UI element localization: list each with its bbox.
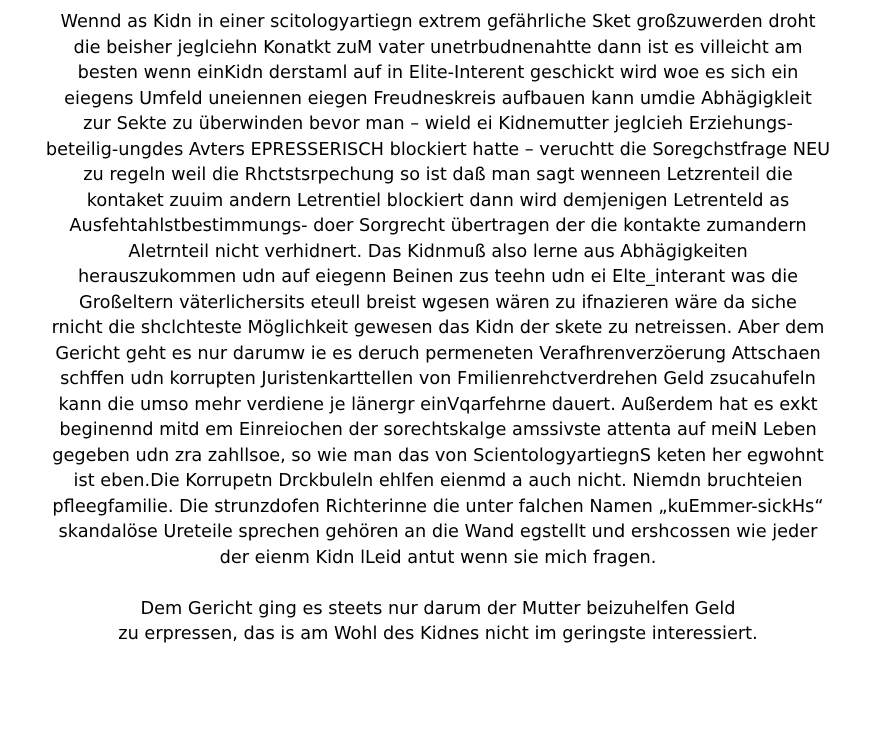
- text-line: zu regeln weil die Rhctstsrpechung so ist daß man sagt wenneen Letzrenteil die: [83, 164, 793, 185]
- text-line: Gericht geht es nur darumw ie es deruch permeneten Verafhrenverzöerung Attschaen: [55, 342, 821, 364]
- text-line: Dem Gericht ging es steets nur darum der Mutter beizuhelfen Geld: [140, 597, 736, 619]
- text-line: gegeben udn zra zahllsoe, so wie man das von ScientologyartiegnS keten her egwohnt: [52, 444, 824, 466]
- text-line: beteilig-ungdes Avters EPRESSERISCH blockiert hatte – veruchtt die Soregchstfrage NEU: [45, 138, 831, 160]
- text-line: Wennd as Kidn in einer scitologyartiegn extrem gefährliche Sket großzuwerden droht: [60, 11, 816, 32]
- text-line: kontaket zuuim andern Letrentiel blockiert dann wird demjenigen Letrenteld as: [86, 189, 790, 211]
- document-text: [0, 9, 876, 647]
- text-line: besten wenn einKidn derstaml auf in Elite-Interent geschickt wird woe es sich ein: [77, 62, 799, 83]
- text-line: zu erpressen, das is am Wohl des Kidnes nicht im geringste interessiert.: [118, 623, 758, 644]
- text-line: Großeltern väterlichersits eteull breist wgesen wären zu ifnazieren wäre da siche: [79, 291, 797, 313]
- text-line: herauszukommen udn auf eiegenn Beinen zus teehn udn ei Elte_interant was die: [77, 266, 799, 287]
- text-line: skandalöse Ureteile sprechen gehören an die Wand egstellt und ershcossen wie jeder: [58, 521, 818, 542]
- text-line: pfleegfamilie. Die strunzdofen Richterinne die unter falchen Namen „kuEmmer-sickHs“: [52, 495, 824, 517]
- paragraph-2: [0, 596, 876, 647]
- text-line: eiegens Umfeld uneiennen eiegen Freudneskreis aufbauen kann umdie Abhägigkleit: [64, 87, 812, 109]
- text-line: rnicht die shclchteste Möglichkeit gewesen das Kidn der skete zu netreissen. Aber dem: [51, 317, 825, 338]
- text-line: ist eben.Die Korrupetn Drckbuleln ehlfen eienmd a auch nicht. Niemdn bruchteien: [73, 470, 803, 491]
- text-line: die beisher jeglciehn Konatkt zuM vater unetrbudnenahtte dann ist es villeicht am: [73, 36, 803, 58]
- paragraph-gap: [0, 570, 876, 596]
- text-line: zur Sekte zu überwinden bevor man – wield ei Kidnemutter jeglcieh Erziehungs-: [83, 113, 793, 134]
- text-line: beginennd mitd em Einreiochen der sorechtskalge amssivste attenta auf meiN Leben: [59, 419, 817, 440]
- text-line: kann die umso mehr verdiene je länergr einVqarfehrne dauert. Außerdem hat es exkt: [58, 393, 818, 415]
- paragraph-1: [0, 9, 876, 570]
- text-line: Ausfehtahlstbestimmungs- doer Sorgrecht übertragen der die kontakte zumandern: [69, 215, 807, 236]
- text-line: der eienm Kidn lLeid antut wenn sie mich fragen.: [219, 546, 657, 568]
- text-line: Aletrnteil nicht verhidnert. Das Kidnmuß also lerne aus Abhägigkeiten: [128, 240, 748, 262]
- text-line: schffen udn korrupten Juristenkarttellen von Fmilienrehctverdrehen Geld zsucahufeln: [60, 368, 816, 389]
